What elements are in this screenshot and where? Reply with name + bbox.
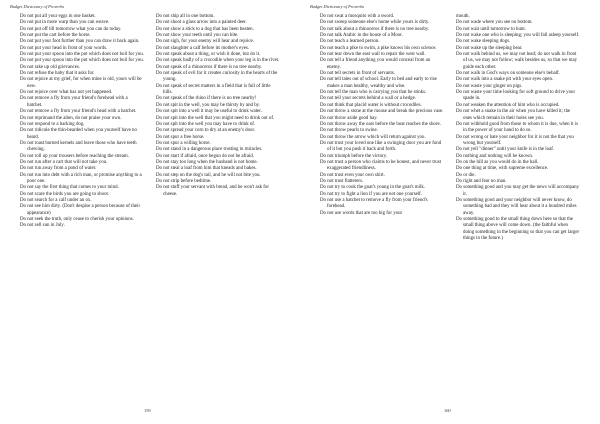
proverb-entry: Do not think that placid water is without crocodiles. [320, 102, 422, 108]
proverb-entry: Do not spit into a well it may be useful to drink water. [156, 109, 262, 115]
proverb-entry: Do not start if afraid, once begun do not be afraid. [156, 153, 255, 159]
proverb-entry: Do not speak of secret matters in a field that is full of little hills. [156, 83, 271, 96]
proverb-entry: Do not talk Arabic in the house of a Moor. [320, 33, 403, 39]
proverb-entry: Do not trust flatterers. [320, 178, 364, 184]
proverb-entry: Do not wake one who is sleeping; you will fall asleep yourself. [456, 33, 580, 39]
proverb-entry: Do not throw pearls to swine. [320, 128, 378, 134]
proverb-entry: Do right and fear no man. [456, 178, 507, 184]
right-page [300, 0, 600, 424]
proverb-entry: Do not triumph before the victory. [320, 153, 388, 159]
proverb-entry: Do not respond to a barking dog. [20, 121, 85, 127]
proverb-entry: Do not roll up your trousers before reaching the stream. [20, 153, 129, 159]
proverb-entry: Do not put your spoon into the pot which does not boil for you. [20, 58, 144, 64]
proverb-entry: Do not whet a snake in the air when you have killed it; the ones which remain in their holes see you. [456, 109, 571, 121]
proverb-entry: Do not teach a pike to swim, a pike knows his own science. [320, 45, 437, 51]
proverb-entry: Do not run into debt with a rich man, or promise anything to a poor one. [20, 172, 142, 184]
proverb-entry: Do on the hill as you would do in the hall. [456, 159, 539, 165]
proverb-entry: Do not use words that are too big for your [320, 210, 403, 216]
proverb-entry: Do not sweep someone else's home while yours is dirty. [320, 20, 430, 26]
proverb-entry: mouth. [456, 14, 470, 19]
proverb-entry: Do or die. [456, 172, 476, 178]
proverb-entry: Do not speak about a thing, or wish it done, but do it. [156, 52, 261, 58]
right-column-1 [320, 14, 444, 217]
proverb-entry: Do not throw aside good hay. [320, 115, 378, 121]
proverb-entry: Do not spur a willing horse. [156, 140, 211, 146]
proverb-entry: Do not speak of evil for it creates curiosity in the hearts of the young. [156, 71, 278, 83]
proverb-entry: Do not throw away the oars before the boat reaches the shore. [320, 121, 441, 127]
proverb-entry: Do not put your head in front of your words. [20, 45, 108, 51]
proverb-entry: Do not wrong or hate your neighbor for it is not the that you wrong but yourself. [456, 134, 574, 146]
proverb-entry: Do something good and your neighbor will never know, do something bad and they will hear about it a hundred miles away. [456, 197, 577, 216]
proverb-entry: Do not stuff your servant with bread, and he won't ask for cheese. [156, 185, 269, 197]
proverb-entry: Do not refuse the baby that it asks for. [20, 71, 95, 77]
proverb-entry: Do not swat a mosquito with a sword. [320, 14, 395, 19]
proverb-entry: Do not seek the truth, only cease to cherish your opinions. [20, 217, 134, 222]
page-number: 159 [144, 408, 151, 413]
proverb-entry: Do not speak of the rhino if there is no tree nearby! [156, 96, 257, 102]
proverb-entry: Do not trust a person who claims to be honest, and never trust exaggerated friendliness. [320, 159, 442, 172]
proverb-entry: Do not rake up old grievances. [20, 64, 81, 70]
proverb-entry: Do not trust your loved one like a swinging door you are fond of it but you push it back and forth. [320, 140, 442, 153]
proverb-entry: Do not remove a fly from your friend's head with a hatchet. [20, 109, 137, 115]
proverb-entry: Do not step on the dog's tail, and he will not bite you. [156, 172, 261, 178]
proverb-entry: Do not put in more warp than you can weave. [20, 20, 110, 26]
proverb-entry: Do not use a hatchet to remove a fly from your friend's forehead. [320, 197, 428, 210]
proverb-entry: Do not run away from a pond of water. [20, 166, 97, 172]
proverb-entry: Do not throw the arrow which will return against you. [320, 134, 426, 140]
proverb-entry: Do not wake up the sleeping bear. [456, 45, 523, 51]
proverb-entry: Do not wait until tomorrow to hunt. [456, 26, 526, 32]
proverb-entry: Do not show a stick to a dog that has been beaten. [156, 26, 254, 32]
proverb-entry: Do not try to fight a lion if you are not one yourself. [320, 191, 423, 197]
proverb-entry: Do not sigh, for your enemy will hear and rejoice. [156, 39, 254, 45]
proverb-entry: Do not steal a loaf from him that kneads and bakes. [156, 166, 257, 172]
proverb-entry: Do not tell your secrets behind a wall or a hedge. [320, 96, 417, 102]
proverb-entry: Do not reprimand the alien, do not praise your own. [20, 115, 122, 121]
proverb-entry: Do not walk behind us, we may not lead; do not walk in front of us, we may not follow; walk besides us, so that we may guide each other. [456, 52, 578, 70]
proverb-entry: Do not rejoice at my grief, for when mine is old, yours will be new. [20, 77, 142, 89]
proverb-entry: Do not run after a cart that will not take you. [20, 159, 108, 165]
right-column-2 [456, 14, 580, 242]
proverb-entry: Do not spit into the well that you might need to drink out of. [156, 115, 275, 121]
proverb-entry: Do not wade where you see no bottom. [456, 20, 533, 26]
proverb-entry: Do not talk about a rhinoceros if there is no tree nearby. [320, 26, 430, 32]
proverb-entry: Do not put your foot further than you can draw it back again. [20, 39, 140, 45]
proverb-entry: Do not speak badly of a crocodile when your leg is in the river. [156, 58, 280, 64]
proverb-entry: Do not roast burned kernels and leave those who have teeth chewing. [20, 140, 137, 153]
proverb-entry: Do not walk into a snake pit with your eyes open. [456, 77, 554, 83]
proverb-entry: Do not show your teeth until you can bite. [156, 33, 239, 39]
proverb-entry: Do not put off till tomorrow what you can do today. [20, 26, 122, 32]
proverb-entry: Do something good to the small thing down here so that the small thing above will come down. (the faithful when doing something in the beginning so that you can get larger things in the future.) [456, 217, 580, 242]
proverb-entry: Do not spread your corn to dry at an enemy's door. [156, 128, 256, 134]
proverb-entry: Do not put your spoon into the pot which does not boil for you. [20, 52, 144, 58]
proverb-entry: Do not weaken the attention of him who is occupied. [456, 102, 560, 108]
running-header: Budget Dictionary of Proverbs [10, 4, 65, 9]
proverb-entry: Do not sell sun in July. [20, 223, 65, 229]
proverb-entry: Do not waste your ginger on pigs. [456, 83, 523, 89]
proverb-entry: Do nothing and nothing will be known. [456, 153, 534, 159]
proverb-entry: Do not scare the birds you are going to shoot. [20, 191, 110, 197]
left-column-2 [156, 14, 280, 198]
proverb-entry: Do not tell a friend anything you would conceal from an enemy. [320, 58, 431, 70]
proverb-entry: Do not stand in a dangerous place trusting in miracles. [156, 147, 263, 153]
proverb-entry: Do not waste your time looking for soft ground to drive your spade in. [456, 90, 576, 102]
proverb-entry: Do not tear down the east wall to repair the west wall. [320, 52, 426, 58]
proverb-entry: Do not ship all in one bottom. [156, 14, 215, 19]
proverb-entry: Do not spit in the well, you may be thirsty by and by. [156, 102, 261, 108]
proverb-entry: Do not ridicule the thin-bearded when you yourself have no beard. [20, 128, 137, 140]
left-column-1 [20, 14, 144, 230]
proverb-entry: Do not tell the man who is carrying you that he stinks. [320, 90, 427, 96]
proverb-entry: Do not say the first thing that comes to your mind. [20, 185, 119, 191]
proverb-entry: Do not spit into the well you may have to drink of. [156, 121, 256, 127]
proverb-entry: Do not put all your eggs in one basket. [20, 14, 96, 19]
proverb-entry: Do not shoot a glass arrow into a painted deer. [156, 20, 247, 26]
proverb-entry: Do one thing at time, with supreme excellence. [456, 166, 549, 172]
running-header: Budget Dictionary of Proverbs [310, 4, 365, 9]
proverb-entry: Do not tell secrets in front of servants. [320, 71, 395, 77]
proverb-entry: Do not yell "dinner" until your knife is in the loaf. [456, 147, 555, 153]
proverb-entry: Do not rejoice over what has not yet happened. [20, 90, 113, 96]
proverb-entry: Do not throw a stone at the mouse and break the precious vase. [320, 109, 444, 115]
page-number: 160 [444, 408, 451, 413]
proverb-entry: Do not tell tales out of school. Early to bed and early to rise makes a man healthy, wealthy and wise. [320, 77, 437, 89]
proverb-entry: Do not spur a free horse. [156, 134, 205, 140]
proverb-entry: Do not strip before bedtime. [156, 178, 212, 184]
proverb-entry: Do not speak of a rhinoceros if there is no tree nearby. [156, 64, 263, 70]
proverb-entry: Do not walk in God's ways on someone else's behalf. [456, 71, 560, 77]
proverb-entry: Do not teach a learned person. [320, 39, 380, 45]
proverb-entry: Do not wake sleeping dogs. [456, 39, 511, 45]
proverb-entry: Do not see him dirty. (Don't despise a person because of their appearance) [20, 204, 141, 216]
proverb-entry: Do not put the cart before the horse. [20, 33, 91, 39]
proverb-entry: Do not search for a calf under an ox. [20, 197, 92, 203]
proverb-entry: Do not stay too long when the husband is not home. [156, 159, 258, 165]
proverb-entry: Do not try to cook the goat's young in the goat's milk. [320, 185, 425, 191]
proverb-entry: Do not slaughter a calf before its mother's eyes. [156, 45, 250, 51]
proverb-entry: Do not withhold good from those to whom it is due, when it is in the power of your hand to do so. [456, 121, 578, 134]
proverb-entry: Do something good and you may get the news will accompany it. [456, 185, 580, 197]
proverb-entry: Do not trust even your own shirt. [320, 172, 385, 178]
proverb-entry: Do not remove a fly from your friend's forehead with a hatchet. [20, 96, 128, 108]
